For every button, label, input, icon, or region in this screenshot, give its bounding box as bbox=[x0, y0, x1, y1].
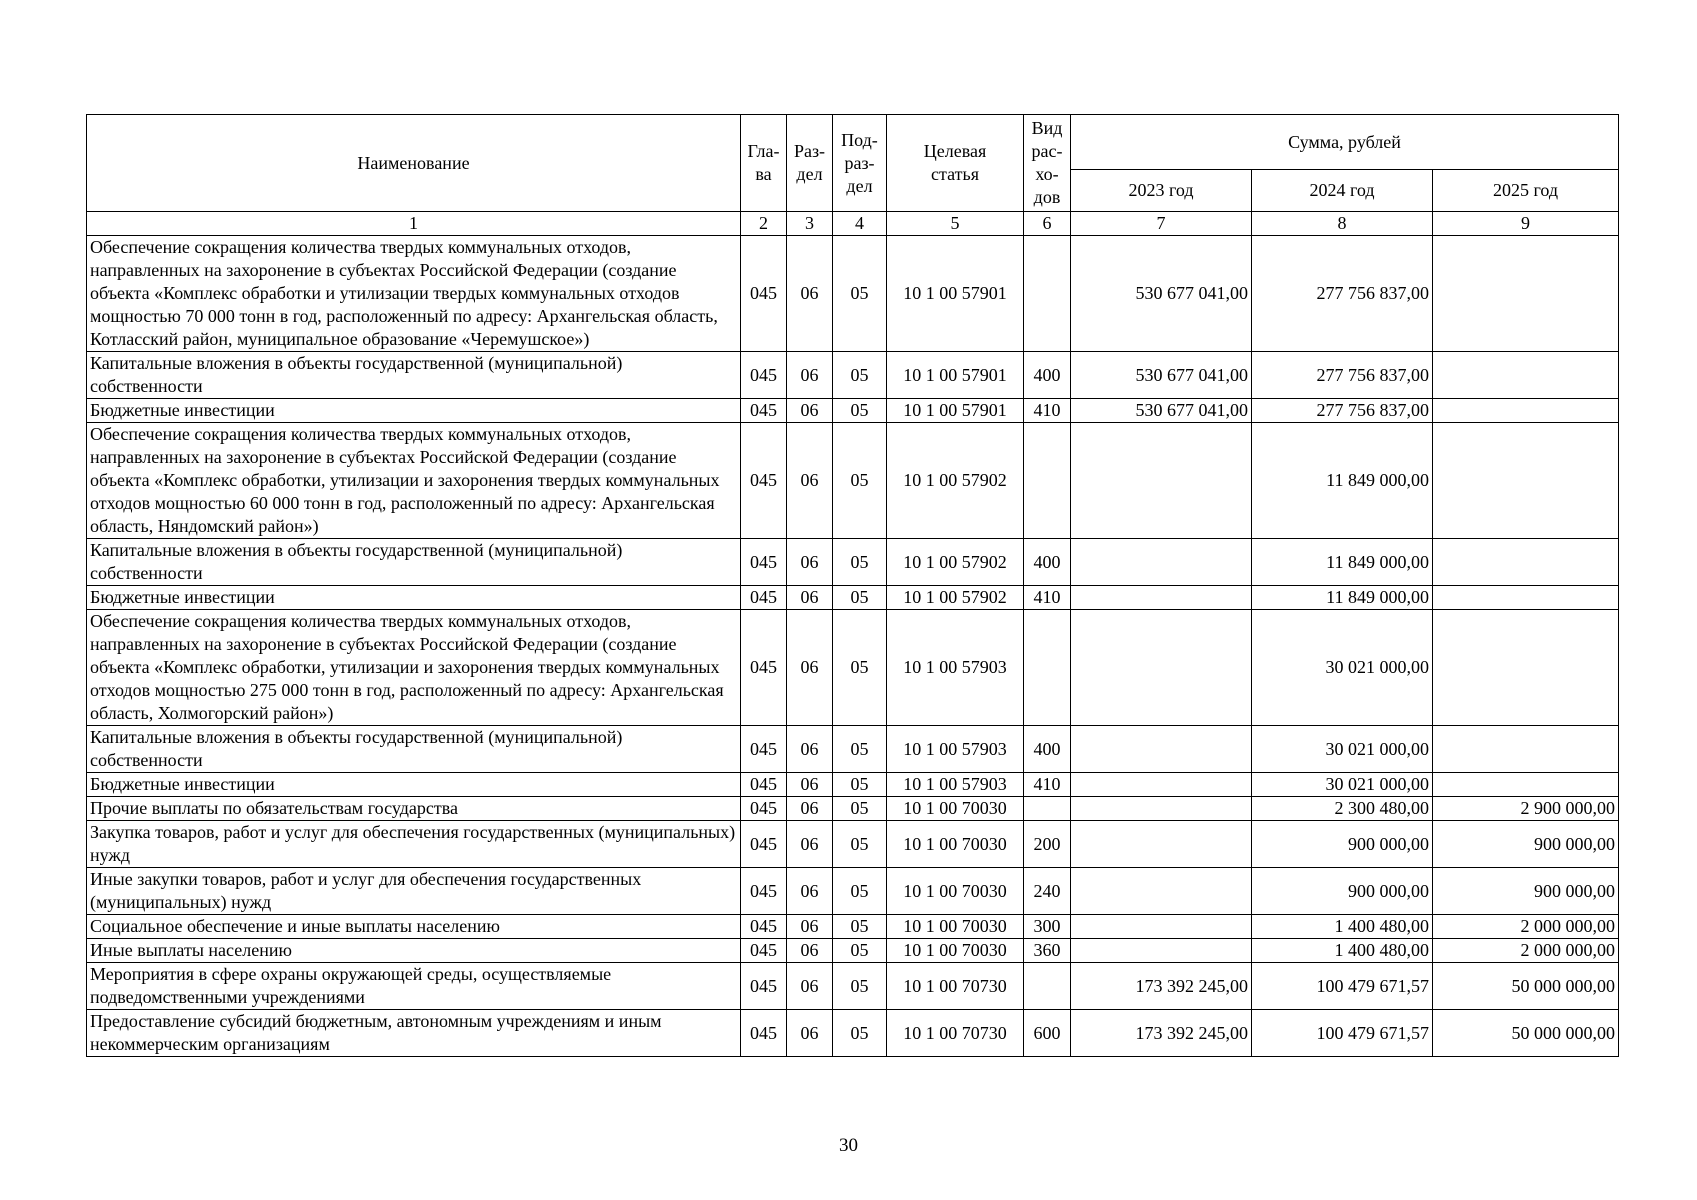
cell-celevaya-statya: 10 1 00 70030 bbox=[887, 939, 1024, 963]
cell-vid-rashodov: 400 bbox=[1024, 726, 1071, 773]
table-row bbox=[87, 963, 1619, 1010]
cell-vid-rashodov bbox=[1024, 423, 1071, 539]
cell-celevaya-statya: 10 1 00 57902 bbox=[887, 423, 1024, 539]
cell-vid-rashodov: 400 bbox=[1024, 352, 1071, 399]
table-row bbox=[87, 586, 1619, 610]
cell-celevaya-statya: 10 1 00 70730 bbox=[887, 963, 1024, 1010]
cell-razdel: 06 bbox=[787, 868, 833, 915]
cell-glava: 045 bbox=[741, 236, 787, 352]
cell-sum-2025 bbox=[1433, 610, 1619, 726]
table-row bbox=[87, 773, 1619, 797]
table-body bbox=[87, 236, 1619, 1057]
cell-sum-2024: 900 000,00 bbox=[1252, 821, 1433, 868]
header-glava bbox=[741, 115, 787, 212]
table-row bbox=[87, 797, 1619, 821]
cell-vid-rashodov: 200 bbox=[1024, 821, 1071, 868]
header-vid bbox=[1024, 115, 1071, 212]
cell-podrazdel: 05 bbox=[833, 1010, 887, 1057]
cell-celevaya-statya: 10 1 00 57903 bbox=[887, 610, 1024, 726]
cell-sum-2024: 11 849 000,00 bbox=[1252, 539, 1433, 586]
cell-vid-rashodov: 360 bbox=[1024, 939, 1071, 963]
cell-podrazdel: 05 bbox=[833, 797, 887, 821]
header-name: Наименование bbox=[87, 115, 741, 212]
cell-sum-2023: 530 677 041,00 bbox=[1071, 352, 1252, 399]
cell-razdel: 06 bbox=[787, 915, 833, 939]
cell-sum-2025: 900 000,00 bbox=[1433, 821, 1619, 868]
cell-podrazdel: 05 bbox=[833, 610, 887, 726]
cell-name: Иные выплаты населению bbox=[87, 939, 741, 963]
cell-razdel: 06 bbox=[787, 236, 833, 352]
cell-razdel: 06 bbox=[787, 399, 833, 423]
cell-sum-2025: 50 000 000,00 bbox=[1433, 963, 1619, 1010]
header-celevaya-text: Целевая статья bbox=[923, 141, 987, 184]
cell-sum-2023 bbox=[1071, 797, 1252, 821]
cell-podrazdel: 05 bbox=[833, 963, 887, 1010]
cell-sum-2025 bbox=[1433, 399, 1619, 423]
cell-glava: 045 bbox=[741, 726, 787, 773]
cell-sum-2024: 1 400 480,00 bbox=[1252, 915, 1433, 939]
cell-razdel: 06 bbox=[787, 821, 833, 868]
cell-name: Социальное обеспечение и иные выплаты населению bbox=[87, 915, 741, 939]
cell-celevaya-statya: 10 1 00 57901 bbox=[887, 352, 1024, 399]
table-row bbox=[87, 821, 1619, 868]
cell-sum-2024: 100 479 671,57 bbox=[1252, 1010, 1433, 1057]
header-razdel bbox=[787, 115, 833, 212]
cell-sum-2025: 900 000,00 bbox=[1433, 868, 1619, 915]
cell-razdel: 06 bbox=[787, 797, 833, 821]
cell-podrazdel: 05 bbox=[833, 236, 887, 352]
cell-name: Прочие выплаты по обязательствам государства bbox=[87, 797, 741, 821]
cell-vid-rashodov: 410 bbox=[1024, 399, 1071, 423]
cell-sum-2023 bbox=[1071, 915, 1252, 939]
cell-celevaya-statya: 10 1 00 70030 bbox=[887, 821, 1024, 868]
cell-celevaya-statya: 10 1 00 57903 bbox=[887, 773, 1024, 797]
column-number: 9 bbox=[1433, 212, 1619, 236]
cell-glava: 045 bbox=[741, 915, 787, 939]
cell-sum-2024: 1 400 480,00 bbox=[1252, 939, 1433, 963]
table-row bbox=[87, 399, 1619, 423]
cell-podrazdel: 05 bbox=[833, 821, 887, 868]
cell-sum-2025: 2 000 000,00 bbox=[1433, 939, 1619, 963]
cell-glava: 045 bbox=[741, 423, 787, 539]
cell-name: Обеспечение сокращения количества твердых коммунальных отходов, направленных на захоронение в субъектах Российской Федерации (создание объекта «Комплекс обработки, утилизации и захоронения твердых коммунальных отходов мощностью 275 000 тонн в год, расположенный по адресу: Архангельская область, Холмогорский район») bbox=[87, 610, 741, 726]
cell-name: Капитальные вложения в объекты государственной (муниципальной) собственности bbox=[87, 539, 741, 586]
cell-sum-2024: 11 849 000,00 bbox=[1252, 423, 1433, 539]
table-header bbox=[87, 115, 1619, 236]
table-row bbox=[87, 236, 1619, 352]
cell-podrazdel: 05 bbox=[833, 539, 887, 586]
cell-sum-2025 bbox=[1433, 773, 1619, 797]
cell-podrazdel: 05 bbox=[833, 586, 887, 610]
cell-celevaya-statya: 10 1 00 57902 bbox=[887, 539, 1024, 586]
cell-razdel: 06 bbox=[787, 963, 833, 1010]
header-vid-text: Вид рас- хо- дов bbox=[1031, 118, 1063, 207]
cell-sum-2023 bbox=[1071, 539, 1252, 586]
column-number-row bbox=[87, 212, 1619, 236]
header-razdel-text: Раз- дел bbox=[793, 141, 826, 184]
cell-razdel: 06 bbox=[787, 1010, 833, 1057]
cell-celevaya-statya: 10 1 00 70030 bbox=[887, 868, 1024, 915]
header-2023: 2023 год bbox=[1071, 170, 1252, 212]
cell-podrazdel: 05 bbox=[833, 423, 887, 539]
cell-razdel: 06 bbox=[787, 939, 833, 963]
cell-name: Капитальные вложения в объекты государственной (муниципальной) собственности bbox=[87, 352, 741, 399]
cell-celevaya-statya: 10 1 00 57902 bbox=[887, 586, 1024, 610]
header-celevaya bbox=[887, 115, 1024, 212]
cell-sum-2025: 50 000 000,00 bbox=[1433, 1010, 1619, 1057]
cell-name: Бюджетные инвестиции bbox=[87, 773, 741, 797]
cell-celevaya-statya: 10 1 00 70030 bbox=[887, 915, 1024, 939]
cell-podrazdel: 05 bbox=[833, 868, 887, 915]
cell-glava: 045 bbox=[741, 586, 787, 610]
cell-sum-2024: 30 021 000,00 bbox=[1252, 773, 1433, 797]
column-number: 4 bbox=[833, 212, 887, 236]
budget-table bbox=[86, 114, 1619, 1057]
cell-razdel: 06 bbox=[787, 586, 833, 610]
cell-sum-2024: 100 479 671,57 bbox=[1252, 963, 1433, 1010]
cell-name: Бюджетные инвестиции bbox=[87, 586, 741, 610]
cell-sum-2025 bbox=[1433, 586, 1619, 610]
cell-sum-2023 bbox=[1071, 939, 1252, 963]
column-number: 5 bbox=[887, 212, 1024, 236]
cell-celevaya-statya: 10 1 00 70030 bbox=[887, 797, 1024, 821]
cell-glava: 045 bbox=[741, 773, 787, 797]
cell-celevaya-statya: 10 1 00 70730 bbox=[887, 1010, 1024, 1057]
cell-glava: 045 bbox=[741, 797, 787, 821]
cell-name: Мероприятия в сфере охраны окружающей среды, осуществляемые подведомственными учреждениями bbox=[87, 963, 741, 1010]
cell-vid-rashodov bbox=[1024, 963, 1071, 1010]
table-row bbox=[87, 1010, 1619, 1057]
cell-name: Обеспечение сокращения количества твердых коммунальных отходов, направленных на захоронение в субъектах Российской Федерации (создание объекта «Комплекс обработки и утилизации твердых коммунальных отходов мощностью 70 000 тонн в год, расположенный по адресу: Архангельская область, Котласский район, муниципальное образование «Черемушское») bbox=[87, 236, 741, 352]
column-number: 6 bbox=[1024, 212, 1071, 236]
cell-vid-rashodov: 410 bbox=[1024, 586, 1071, 610]
page-number: 30 bbox=[839, 1135, 858, 1156]
header-podrazdel-text: Под- раз- дел bbox=[841, 129, 878, 196]
cell-sum-2023: 173 392 245,00 bbox=[1071, 1010, 1252, 1057]
cell-sum-2024: 900 000,00 bbox=[1252, 868, 1433, 915]
cell-sum-2024: 30 021 000,00 bbox=[1252, 610, 1433, 726]
cell-sum-2024: 11 849 000,00 bbox=[1252, 586, 1433, 610]
cell-sum-2025 bbox=[1433, 352, 1619, 399]
cell-celevaya-statya: 10 1 00 57901 bbox=[887, 399, 1024, 423]
table-row bbox=[87, 939, 1619, 963]
cell-glava: 045 bbox=[741, 868, 787, 915]
cell-name: Обеспечение сокращения количества твердых коммунальных отходов, направленных на захоронение в субъектах Российской Федерации (создание объекта «Комплекс обработки, утилизации и захоронения твердых коммунальных отходов мощностью 60 000 тонн в год, расположенный по адресу: Архангельская область, Няндомский район») bbox=[87, 423, 741, 539]
cell-sum-2025 bbox=[1433, 423, 1619, 539]
cell-sum-2025 bbox=[1433, 539, 1619, 586]
cell-sum-2024: 2 300 480,00 bbox=[1252, 797, 1433, 821]
cell-razdel: 06 bbox=[787, 352, 833, 399]
cell-glava: 045 bbox=[741, 399, 787, 423]
cell-podrazdel: 05 bbox=[833, 726, 887, 773]
cell-sum-2023: 530 677 041,00 bbox=[1071, 399, 1252, 423]
cell-razdel: 06 bbox=[787, 539, 833, 586]
cell-sum-2023 bbox=[1071, 726, 1252, 773]
cell-name: Предоставление субсидий бюджетным, автономным учреждениям и иным некоммерческим организациям bbox=[87, 1010, 741, 1057]
table-row bbox=[87, 868, 1619, 915]
cell-razdel: 06 bbox=[787, 773, 833, 797]
header-2024: 2024 год bbox=[1252, 170, 1433, 212]
cell-sum-2024: 30 021 000,00 bbox=[1252, 726, 1433, 773]
cell-vid-rashodov bbox=[1024, 236, 1071, 352]
cell-vid-rashodov bbox=[1024, 797, 1071, 821]
cell-glava: 045 bbox=[741, 352, 787, 399]
cell-sum-2024: 277 756 837,00 bbox=[1252, 236, 1433, 352]
cell-podrazdel: 05 bbox=[833, 352, 887, 399]
cell-vid-rashodov: 300 bbox=[1024, 915, 1071, 939]
table-row bbox=[87, 726, 1619, 773]
cell-podrazdel: 05 bbox=[833, 939, 887, 963]
cell-glava: 045 bbox=[741, 610, 787, 726]
column-number: 2 bbox=[741, 212, 787, 236]
cell-razdel: 06 bbox=[787, 610, 833, 726]
cell-podrazdel: 05 bbox=[833, 399, 887, 423]
cell-vid-rashodov bbox=[1024, 610, 1071, 726]
cell-sum-2023 bbox=[1071, 610, 1252, 726]
cell-celevaya-statya: 10 1 00 57903 bbox=[887, 726, 1024, 773]
cell-sum-2023 bbox=[1071, 586, 1252, 610]
cell-sum-2023: 173 392 245,00 bbox=[1071, 963, 1252, 1010]
cell-glava: 045 bbox=[741, 1010, 787, 1057]
table-row bbox=[87, 423, 1619, 539]
cell-name: Закупка товаров, работ и услуг для обеспечения государственных (муниципальных) нужд bbox=[87, 821, 741, 868]
cell-name: Бюджетные инвестиции bbox=[87, 399, 741, 423]
cell-glava: 045 bbox=[741, 963, 787, 1010]
cell-glava: 045 bbox=[741, 539, 787, 586]
cell-razdel: 06 bbox=[787, 423, 833, 539]
header-glava-text: Гла- ва bbox=[747, 141, 780, 184]
cell-sum-2023: 530 677 041,00 bbox=[1071, 236, 1252, 352]
header-summa: Сумма, рублей bbox=[1071, 115, 1619, 170]
table-row bbox=[87, 352, 1619, 399]
cell-podrazdel: 05 bbox=[833, 915, 887, 939]
cell-vid-rashodov: 600 bbox=[1024, 1010, 1071, 1057]
cell-razdel: 06 bbox=[787, 726, 833, 773]
cell-name: Иные закупки товаров, работ и услуг для обеспечения государственных (муниципальных) нужд bbox=[87, 868, 741, 915]
header-podrazdel bbox=[833, 115, 887, 212]
cell-vid-rashodov: 410 bbox=[1024, 773, 1071, 797]
cell-sum-2025: 2 900 000,00 bbox=[1433, 797, 1619, 821]
table-row bbox=[87, 539, 1619, 586]
cell-sum-2025 bbox=[1433, 236, 1619, 352]
column-number: 7 bbox=[1071, 212, 1252, 236]
cell-sum-2025 bbox=[1433, 726, 1619, 773]
cell-podrazdel: 05 bbox=[833, 773, 887, 797]
column-number: 3 bbox=[787, 212, 833, 236]
header-2025: 2025 год bbox=[1433, 170, 1619, 212]
cell-sum-2024: 277 756 837,00 bbox=[1252, 399, 1433, 423]
cell-sum-2023 bbox=[1071, 821, 1252, 868]
cell-celevaya-statya: 10 1 00 57901 bbox=[887, 236, 1024, 352]
cell-sum-2023 bbox=[1071, 423, 1252, 539]
cell-sum-2023 bbox=[1071, 773, 1252, 797]
cell-glava: 045 bbox=[741, 821, 787, 868]
table-row bbox=[87, 915, 1619, 939]
cell-glava: 045 bbox=[741, 939, 787, 963]
cell-sum-2025: 2 000 000,00 bbox=[1433, 915, 1619, 939]
table-row bbox=[87, 610, 1619, 726]
column-number: 1 bbox=[87, 212, 741, 236]
cell-sum-2024: 277 756 837,00 bbox=[1252, 352, 1433, 399]
cell-vid-rashodov: 400 bbox=[1024, 539, 1071, 586]
cell-sum-2023 bbox=[1071, 868, 1252, 915]
column-number: 8 bbox=[1252, 212, 1433, 236]
cell-name: Капитальные вложения в объекты государственной (муниципальной) собственности bbox=[87, 726, 741, 773]
cell-vid-rashodov: 240 bbox=[1024, 868, 1071, 915]
